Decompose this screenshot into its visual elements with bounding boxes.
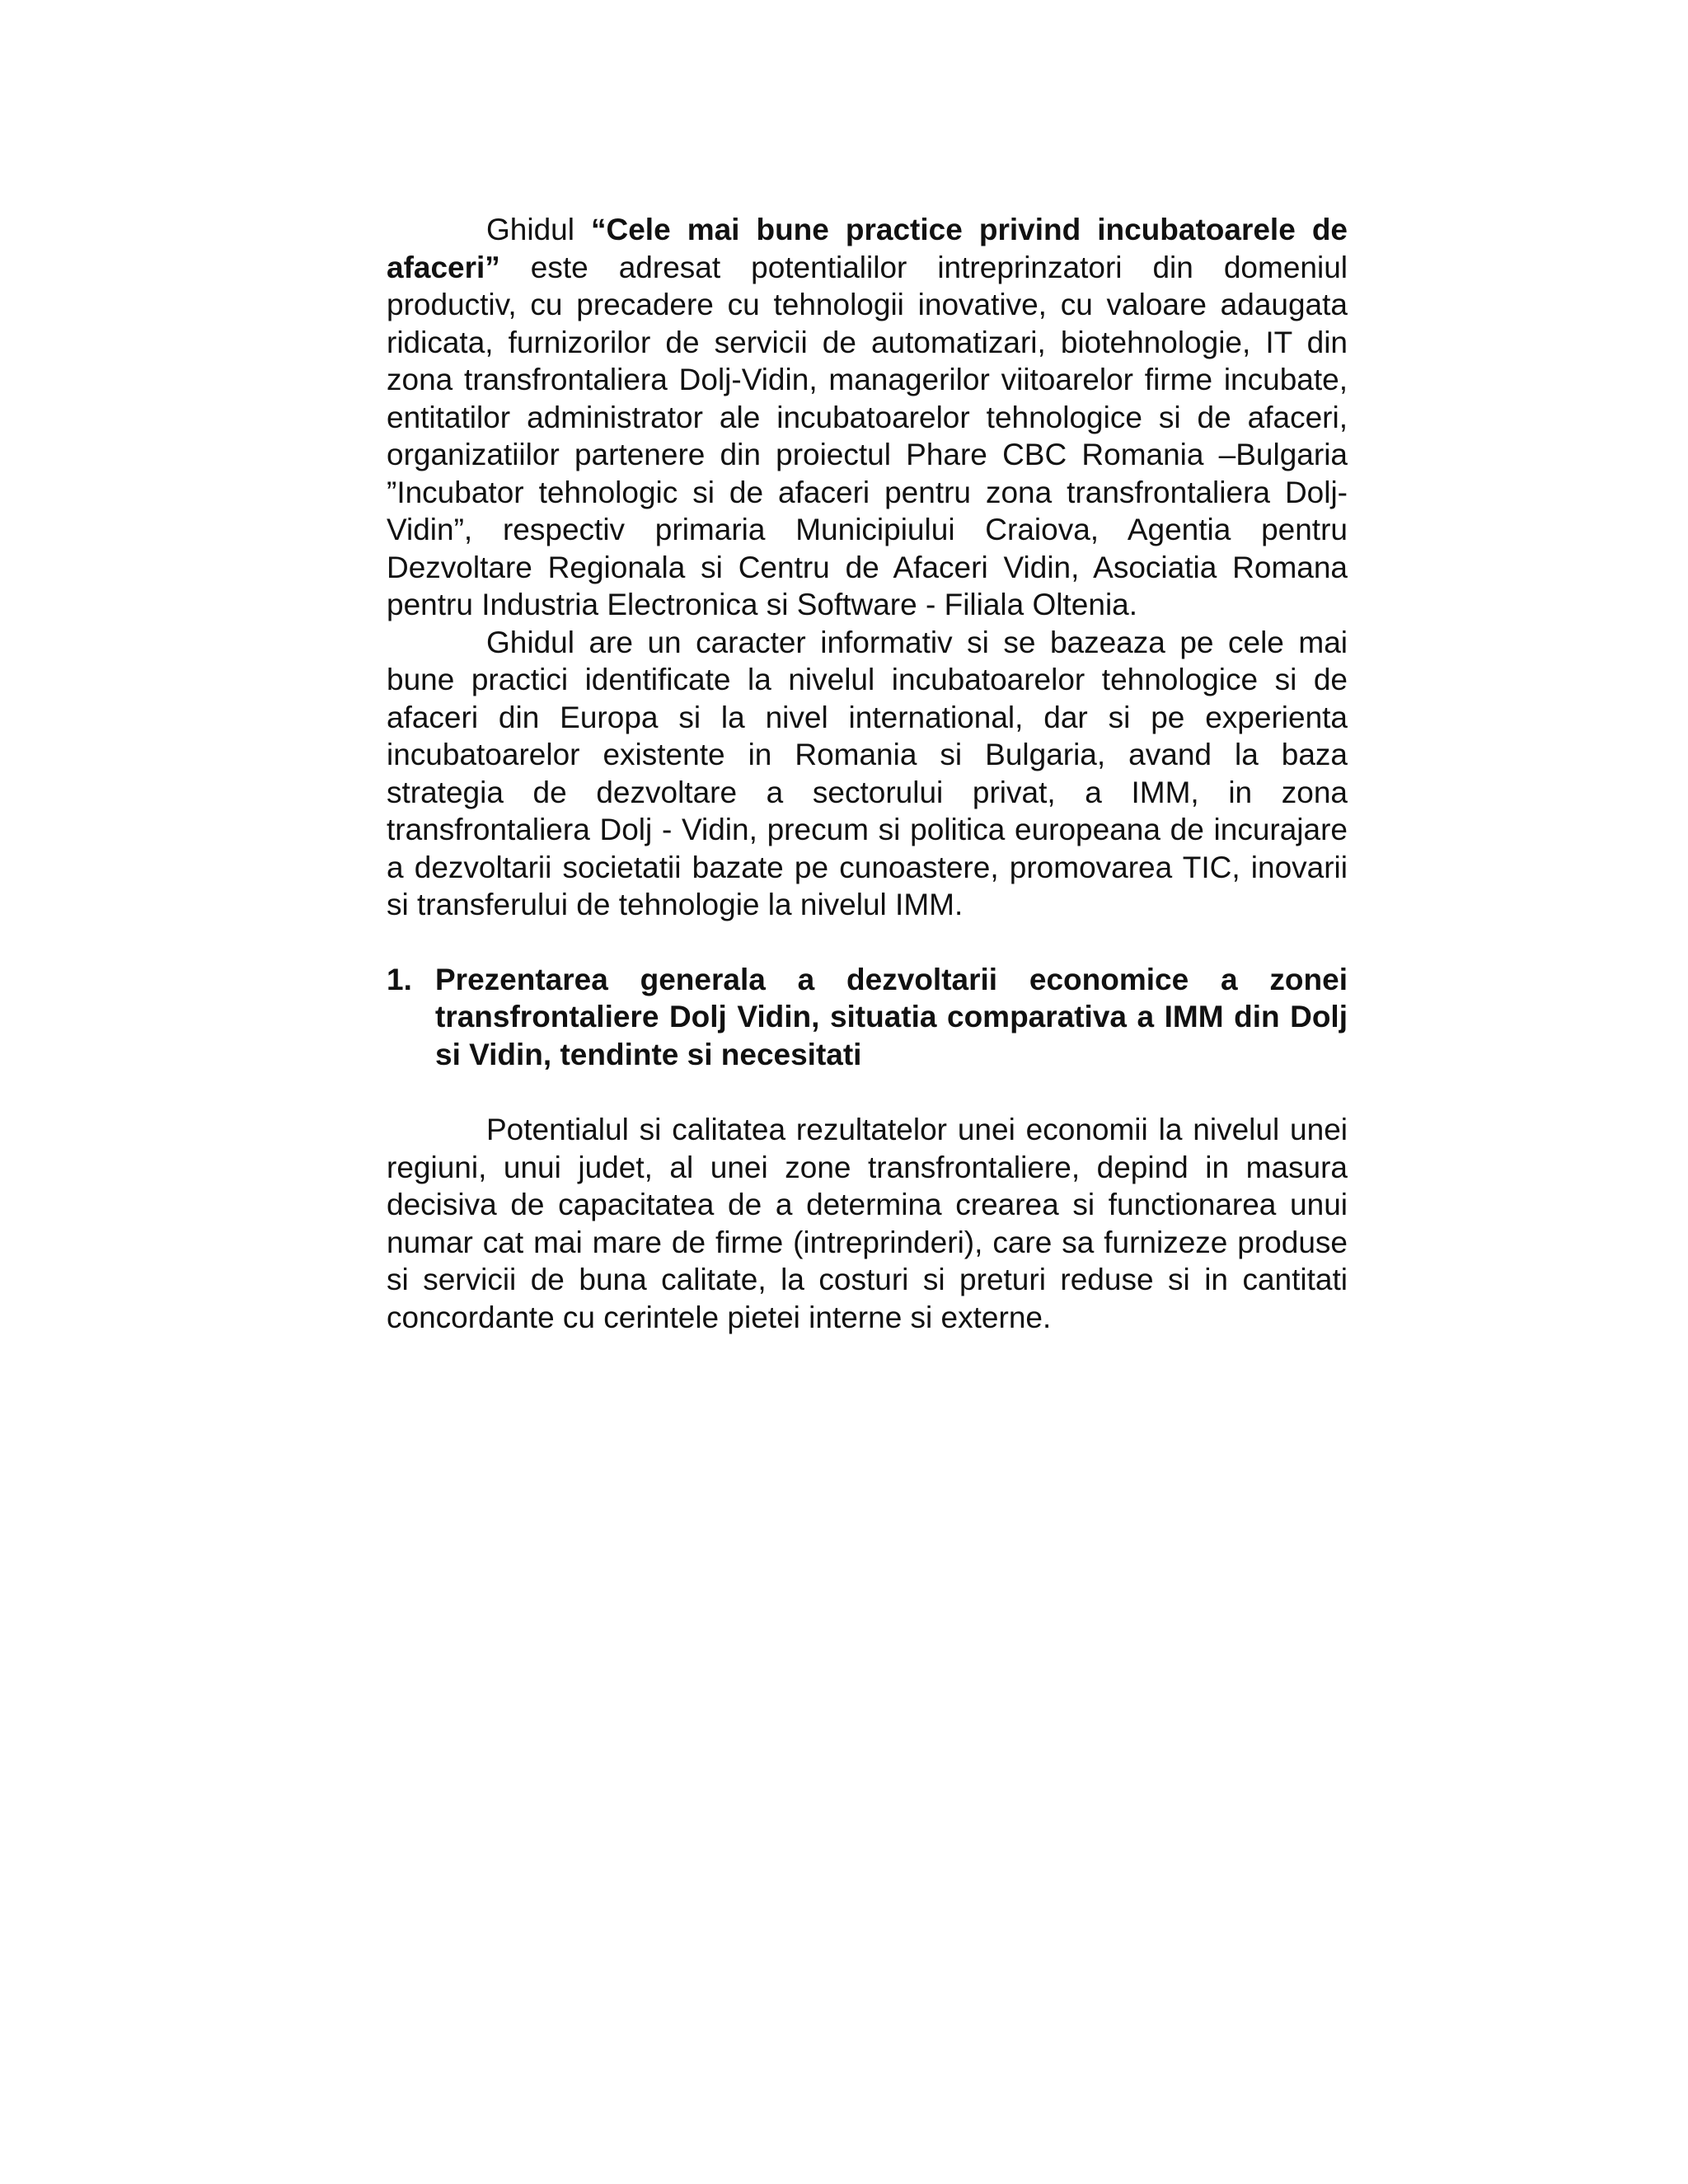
document-page (387, 211, 1348, 1336)
section-spacer (387, 1073, 1348, 1111)
guide-title: “Cele mai bune practice privind incubatoarele de afaceri” (387, 213, 1348, 284)
section-heading (387, 961, 1348, 1074)
guide-character-paragraph: Ghidul are un caracter informativ si se bazeaza pe cele mai bune practici identificate la nivelul incubatoarelor tehnologice si de afaceri din Europa si la nivel international, dar si pe experienta incubatoarelor existente in Romania si Bulgaria, avand la baza strategia de dezvoltare a sectorului privat, a IMM, in zona transfrontaliera Dolj - Vidin, precum si politica europeana de incurajare a dezvoltarii societatii bazate pe cunoastere, promovarea TIC, inovarii si transferului de tehnologie la nivelul IMM. (387, 625, 1348, 921)
section-title: Prezentarea generala a dezvoltarii economice a zonei transfrontaliere Dolj Vidin, situatia comparativa a IMM din Dolj si Vidin, tendinte si necesitati (435, 962, 1348, 1071)
section-number: 1. (387, 962, 412, 996)
intro-paragraph (387, 211, 1348, 624)
economy-paragraph: Potentialul si calitatea rezultatelor unei economii la nivelul unei regiuni, unui judet, al unei zone transfrontaliere, depind in masura decisiva de capacitatea de a determina crearea si functionarea unui numar cat mai mare de firme (intreprinderi), care sa furnizeze produse si servicii de buna calitate, la costuri si preturi reduse si in cantitati concordante cu cerintele pietei interne si externe. (387, 1113, 1348, 1334)
intro-lead: Ghidul (486, 213, 591, 246)
intro-body: este adresat potentialilor intreprinzatori din domeniul productiv, cu precadere cu tehnologii inovative, cu valoare adaugata ridicata, furnizorilor de servicii de automatizari, biotehnologie, IT din zona transfrontaliera Dolj-Vidin, managerilor viitoarelor firme incubate, entitatilor administrator ale incubatoarelor tehnologice si de afaceri, organizatiilor partenere din proiectul Phare CBC Romania –Bulgaria ”Incubator tehnologic si de afaceri pentru zona transfrontaliera Dolj-Vidin”, respectiv primaria Municipiului Craiova, Agentia pentru Dezvoltare Regionala si Centru de Afaceri Vidin, Asociatia Romana pentru Industria Electronica si Software - Filiala Oltenia. (387, 250, 1348, 621)
